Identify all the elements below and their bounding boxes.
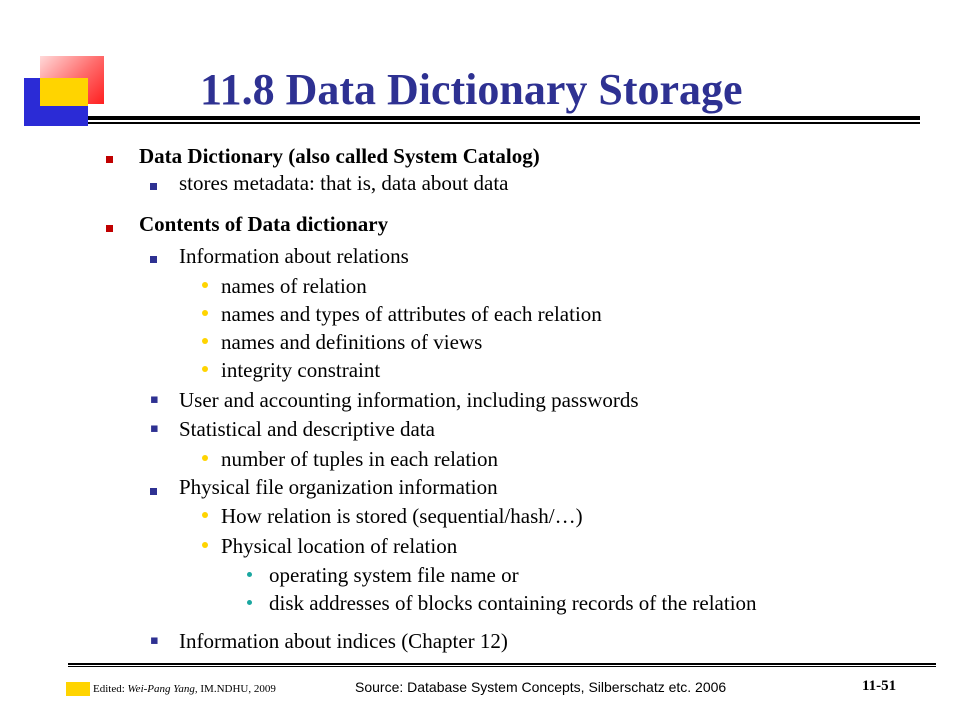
list-item-l3: names and definitions of views (221, 330, 483, 354)
footer-yellow-block (66, 682, 90, 696)
list-item-l3: Physical location of relation (221, 534, 458, 558)
bullet-square-icon (150, 256, 157, 263)
list-item-l2: Information about indices (Chapter 12) (179, 629, 508, 653)
list-item-l2: Physical file organization information (179, 475, 498, 499)
title-underline-thin (88, 122, 920, 124)
bullet-dot-icon (202, 455, 208, 461)
footer-source: Source: Database System Concepts, Silberschatz etc. 2006 (355, 679, 727, 695)
bullet-dot-icon (202, 310, 208, 316)
list-item-l2: Statistical and descriptive data (179, 417, 435, 441)
bullet-dot-icon (202, 542, 208, 548)
list-item-l1: Contents of Data dictionary (139, 212, 389, 236)
list-item-l3: names and types of attributes of each relation (221, 302, 602, 326)
footer-edited-label: Edited: (93, 683, 125, 695)
list-item-l3: number of tuples in each relation (221, 447, 498, 471)
list-item-l2: User and accounting information, including passwords (179, 388, 639, 412)
bullet-square-icon (150, 488, 157, 495)
title-underline-thick (88, 116, 920, 120)
list-item-l3: names of relation (221, 274, 367, 298)
bullet-box-icon: ▪ (150, 392, 159, 407)
footer-rule (68, 663, 936, 665)
list-item-l2: stores metadata: that is, data about data (179, 171, 509, 195)
slide-title: 11.8 Data Dictionary Storage (200, 65, 743, 114)
page-number: 11-51 (862, 678, 897, 694)
bullet-dot-icon (202, 366, 208, 372)
decor-yellow-square (40, 78, 88, 106)
bullet-dot-icon (202, 338, 208, 344)
footer-rule-thin (68, 666, 936, 667)
bullet-dot-icon (202, 282, 208, 288)
footer-editor-org: IM.NDHU, 2009 (200, 683, 276, 695)
bullet-dot-icon (247, 600, 252, 605)
list-item-l4: disk addresses of blocks containing records of the relation (269, 591, 757, 615)
bullet-dot-icon (202, 512, 208, 518)
list-item-l3: integrity constraint (221, 358, 381, 382)
list-item-l3: How relation is stored (sequential/hash/…) (221, 504, 583, 528)
bullet-square-icon (106, 156, 113, 163)
list-item-l4: operating system file name or (269, 563, 519, 587)
footer-edited-credit (93, 683, 276, 695)
bullet-dot-icon (247, 572, 252, 577)
footer-editor-name: Wei-Pang Yang, (127, 683, 198, 695)
list-item-l1: Data Dictionary (also called System Catalog) (139, 144, 540, 168)
bullet-square-icon (150, 183, 157, 190)
bullet-box-icon: ▪ (150, 421, 159, 436)
bullet-square-icon (106, 225, 113, 232)
bullet-box-icon: ▪ (150, 633, 159, 648)
list-item-l2: Information about relations (179, 244, 409, 268)
decor-small-blue-square (70, 116, 88, 126)
